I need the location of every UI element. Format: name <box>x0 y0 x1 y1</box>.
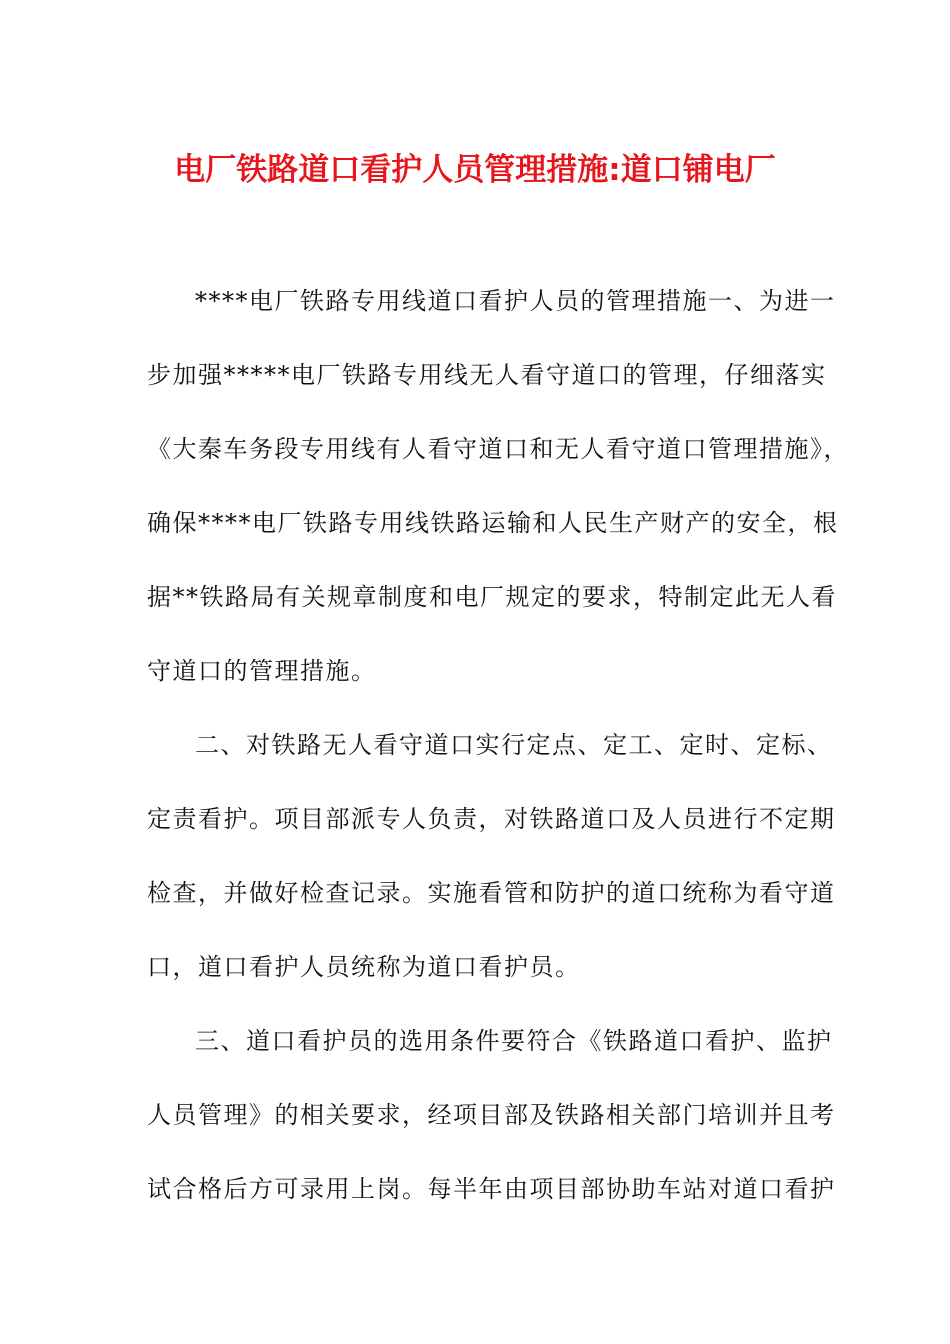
paragraph-2-line-3: 检查，并做好检查记录。实施看管和防护的道口统称为看守道 <box>147 879 836 907</box>
paragraph-1-line-4: 确保****电厂铁路专用线铁路运输和人民生产财产的安全，根 <box>147 509 839 537</box>
paragraph-3-line-1: 三、道口看护员的选用条件要符合《铁路道口看护、监护 <box>195 1027 833 1055</box>
document-body <box>147 278 849 1240</box>
document-title: 电厂铁路道口看护人员管理措施:道口铺电厂 <box>174 152 776 188</box>
paragraph-1-line-6: 守道口的管理措施。 <box>147 657 377 685</box>
paragraph-1-line-5: 据**铁路局有关规章制度和电厂规定的要求，特制定此无人看 <box>147 583 837 611</box>
paragraph-1-line-2: 步加强*****电厂铁路专用线无人看守道口的管理，仔细落实 <box>147 361 827 389</box>
paragraph-2-line-4: 口，道口看护人员统称为道口看护员。 <box>147 953 581 981</box>
paragraph-3-line-2: 人员管理》的相关要求，经项目部及铁路相关部门培训并且考 <box>147 1101 836 1129</box>
paragraph-3-line-3: 试合格后方可录用上岗。每半年由项目部协助车站对道口看护 <box>147 1175 836 1203</box>
paragraph-1-line-3: 《大秦车务段专用线有人看守道口和无人看守道口管理措施》， <box>147 435 849 463</box>
paragraph-2-line-1: 二、对铁路无人看守道口实行定点、定工、定时、定标、 <box>195 731 833 759</box>
paragraph-1-line-1: ****电厂铁路专用线道口看护人员的管理措施一、为进一 <box>195 287 836 315</box>
paragraph-2-line-2: 定责看护。项目部派专人负责，对铁路道口及人员进行不定期 <box>147 805 836 833</box>
